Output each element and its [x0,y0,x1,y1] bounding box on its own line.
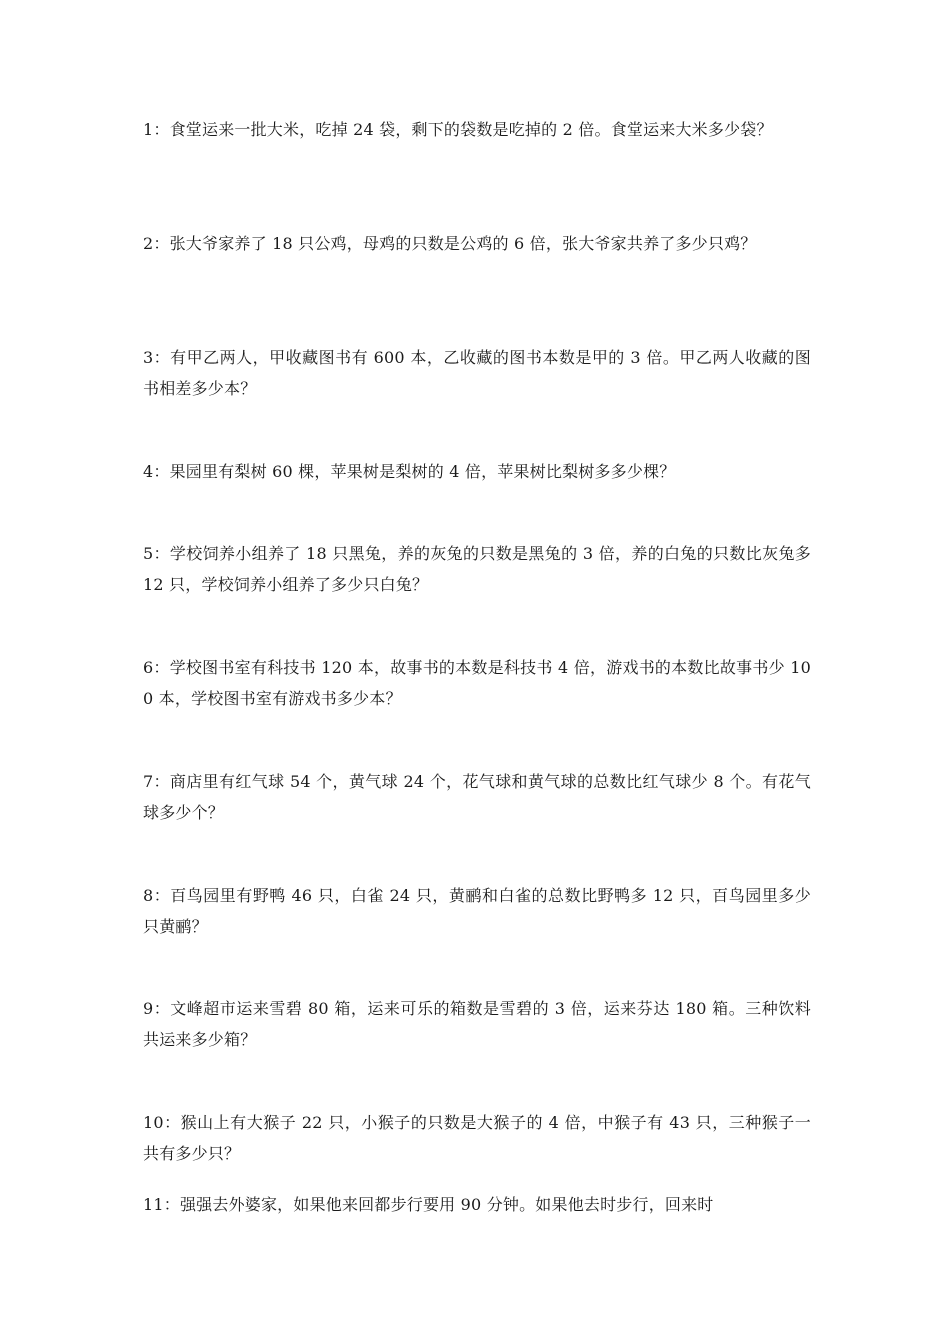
problem-10 [143,1107,811,1169]
problem-1 [143,114,811,145]
problem-number: 9： [143,999,171,1018]
problem-number: 8： [143,886,171,905]
problem-text: 张大爷家养了 18 只公鸡，母鸡的只数是公鸡的 6 倍，张大爷家共养了多少只鸡？ [169,234,757,253]
problem-number: 1： [143,120,170,139]
problem-5 [143,538,811,600]
problem-number: 3： [143,348,171,367]
problem-text: 学校饲养小组养了 18 只黑兔，养的灰兔的只数是黑兔的 3 倍，养的白兔的只数比灰兔多 12 只，学校饲养小组养了多少只白兔？ [143,544,811,594]
problem-text: 百鸟园里有野鸭 46 只，白雀 24 只，黄鹂和白雀的总数比野鸭多 12 只，百鸟园里多少只黄鹂？ [143,886,811,936]
problem-4 [143,456,811,487]
problem-number: 5： [143,544,170,563]
problem-text: 学校图书室有科技书 120 本，故事书的本数是科技书 4 倍，游戏书的本数比故事书少 100 本，学校图书室有游戏书多少本？ [143,658,811,708]
problem-number: 7： [143,772,170,791]
problem-number: 11： [143,1195,180,1214]
problem-6 [143,652,811,714]
problem-number: 6： [143,658,170,677]
problem-number: 2： [143,234,170,253]
problem-2 [143,228,811,259]
problem-9 [143,993,811,1055]
problem-7 [143,766,811,828]
problem-number: 10： [143,1113,181,1132]
problem-text: 果园里有梨树 60 棵，苹果树是梨树的 4 倍，苹果树比梨树多多少棵？ [169,462,676,481]
problem-8 [143,880,811,942]
problem-text: 文峰超市运来雪碧 80 箱，运来可乐的箱数是雪碧的 3 倍，运来芬达 180 箱。三种饮料共运来多少箱？ [143,999,811,1049]
problem-number: 4： [143,462,170,481]
problem-text: 商店里有红气球 54 个，黄气球 24 个，花气球和黄气球的总数比红气球少 8 个。有花气球多少个？ [143,772,811,822]
problem-text: 有甲乙两人，甲收藏图书有 600 本，乙收藏的图书本数是甲的 3 倍。甲乙两人收藏的图书相差多少本？ [143,348,811,398]
problem-11 [143,1189,811,1220]
problem-text: 猴山上有大猴子 22 只，小猴子的只数是大猴子的 4 倍，中猴子有 43 只，三种猴子一共有多少只？ [143,1113,811,1163]
problem-3 [143,342,811,404]
problem-text: 食堂运来一批大米，吃掉 24 袋，剩下的袋数是吃掉的 2 倍。食堂运来大米多少袋？ [169,120,773,139]
problem-text: 强强去外婆家，如果他来回都步行要用 90 分钟。如果他去时步行，回来时 [179,1195,714,1214]
